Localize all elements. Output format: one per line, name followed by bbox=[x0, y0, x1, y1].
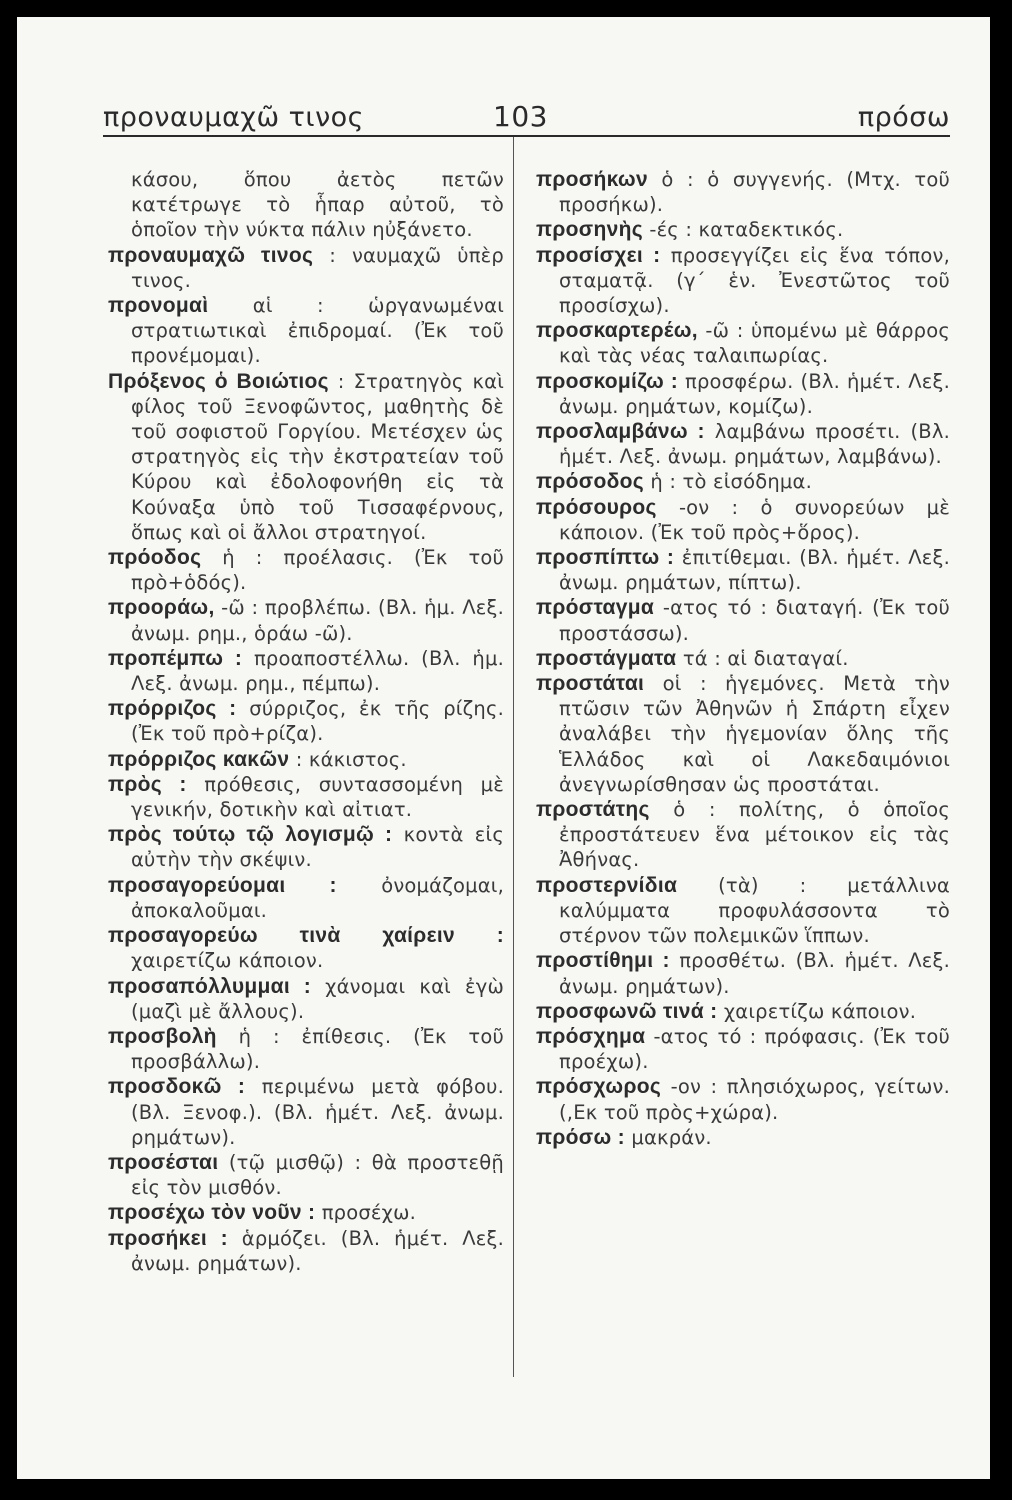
entry-definition: -ον : ὁ συνορεύων μὲ κάποιον. (Ἐκ τοῦ πρὸς+ὅρος). bbox=[559, 495, 950, 544]
entry-headword: προοράω, bbox=[108, 596, 215, 620]
entry-headword: πρόσχωρος bbox=[536, 1075, 662, 1099]
entry-definition: ἁρμόζει. (Βλ. ἡμέτ. Λεξ. ἀνωμ. ρημάτων). bbox=[131, 1226, 504, 1275]
dictionary-entry bbox=[108, 873, 504, 923]
dictionary-entry bbox=[536, 495, 950, 545]
dictionary-entry bbox=[108, 923, 504, 973]
dictionary-entry bbox=[108, 1150, 504, 1200]
entry-definition: προαποστέλλω. (Βλ. ἡμ. Λεξ. ἀνωμ. ρημ., πέμπω). bbox=[131, 646, 504, 696]
entry-definition: ὁ : ὁ συγγενής. (Μτχ. τοῦ προσήκω). bbox=[559, 168, 950, 217]
left-column bbox=[108, 167, 504, 1276]
dictionary-entry bbox=[108, 822, 504, 872]
entry-headword: προστάται bbox=[536, 672, 645, 696]
dictionary-entry bbox=[536, 167, 950, 217]
entry-headword: προστίθημι : bbox=[536, 949, 670, 973]
dictionary-entry bbox=[108, 167, 504, 243]
entry-headword: πρόοδος bbox=[108, 546, 202, 570]
entry-headword: πρόσοδος bbox=[536, 470, 644, 494]
entry-headword: προνομαὶ bbox=[108, 294, 209, 318]
dictionary-entry bbox=[108, 1200, 504, 1225]
entry-definition: χάνομαι καὶ ἐγὼ (μαζὶ μὲ ἄλλους). bbox=[131, 974, 504, 1023]
entry-definition: πρόθεσις, συντασσομένη μὲ γενικήν, δοτικὴν καὶ αἰτιατ. bbox=[131, 772, 504, 822]
entry-definition: : ναυμαχῶ ὑπὲρ τινος. bbox=[131, 243, 504, 292]
entry-definition: (τὰ) : μετάλλινα καλύμματα προφυλάσσοντα τὸ στέρνον τῶν πολεμικῶν ἵππων. bbox=[559, 873, 950, 948]
entry-headword: προστερνίδια bbox=[536, 873, 678, 897]
dictionary-entry bbox=[536, 369, 950, 419]
entry-definition: προσεγγίζει εἰς ἕνα τόπον, σταματᾷ. (γ΄ ἑν. Ἐνεστῶτος τοῦ προσίσχω). bbox=[559, 243, 950, 318]
dictionary-entry bbox=[536, 999, 950, 1024]
header-last-guide-word: πρόσω bbox=[857, 102, 950, 133]
entry-headword: πρόρριζος : bbox=[108, 697, 237, 721]
entry-headword: πρόσουρος bbox=[536, 495, 657, 519]
dictionary-entry bbox=[536, 1125, 950, 1150]
entry-headword: προσέσται bbox=[108, 1150, 219, 1174]
entry-headword: προσπίπτω : bbox=[536, 546, 675, 570]
entry-headword: πρὸς : bbox=[108, 772, 187, 796]
column-divider bbox=[513, 137, 514, 1377]
page-number: 103 bbox=[493, 100, 548, 133]
entry-headword: προσηνὴς bbox=[536, 218, 643, 242]
entry-headword: πρὸς τούτῳ τῷ λογισμῷ : bbox=[108, 823, 393, 847]
entry-definition: ἐπιτίθεμαι. (Βλ. ἡμέτ. Λεξ. ἀνωμ. ρημάτων, πίπτω). bbox=[559, 546, 950, 595]
entry-headword: προσδοκῶ : bbox=[108, 1075, 246, 1099]
entry-definition: -ές : καταδεκτικός. bbox=[649, 218, 844, 242]
entry-definition: χαιρετίζω κάποιον. bbox=[131, 949, 324, 973]
entry-definition: περιμένω μετὰ φόβου. (Βλ. Ξενοφ.). (Βλ. ἡμέτ. Λεξ. ἀνωμ. ρημάτων). bbox=[131, 1075, 505, 1149]
entry-headword: προπέμπω : bbox=[108, 646, 243, 670]
entry-definition: κοντὰ εἰς αὐτὴν τὴν σκέψιν. bbox=[131, 823, 504, 872]
dictionary-entry bbox=[108, 293, 504, 369]
entry-headword: πρόσω : bbox=[536, 1125, 625, 1149]
entry-definition: -ατος τό : πρόφασις. (Ἐκ τοῦ προέχω). bbox=[559, 1024, 950, 1074]
header-first-guide-word: προναυμαχῶ τινος bbox=[103, 102, 365, 133]
entry-definition: μακράν. bbox=[631, 1125, 712, 1149]
dictionary-entry bbox=[108, 772, 504, 822]
dictionary-entry bbox=[536, 646, 950, 671]
entry-headword: προσαγορεύω τινὰ χαίρειν : bbox=[108, 924, 504, 948]
entry-definition: τά : αἱ διαταγαί. bbox=[682, 646, 849, 670]
dictionary-entry bbox=[108, 1074, 504, 1150]
dictionary-entry bbox=[536, 243, 950, 319]
dictionary-entry bbox=[536, 1074, 950, 1124]
entry-definition: προσέχω. bbox=[321, 1201, 417, 1225]
entry-definition: ἡ : προέλασις. (Ἐκ τοῦ πρὸ+ὁδός). bbox=[131, 546, 504, 595]
dictionary-entry bbox=[108, 1226, 504, 1276]
right-column bbox=[536, 167, 950, 1150]
entry-definition: ὀνομάζομαι, ἀποκαλοῦμαι. bbox=[131, 873, 504, 922]
entry-definition: -ον : πλησιόχωρος, γείτων. (,Εκ τοῦ πρὸς+χώρα). bbox=[559, 1075, 950, 1124]
dictionary-entry bbox=[108, 369, 504, 545]
entry-headword: πρόρριζος κακῶν bbox=[108, 747, 290, 771]
dictionary-entry bbox=[536, 595, 950, 645]
entry-definition: -ατος τό : διαταγή. (Ἐκ τοῦ προστάσσω). bbox=[559, 596, 950, 645]
entry-definition: λαμβάνω προσέτι. (Βλ. ἡμέτ. Λεξ. ἀνωμ. ρημάτων, λαμβάνω). bbox=[559, 420, 950, 469]
entry-headword: προσβολὴ bbox=[108, 1024, 217, 1048]
entry-definition: : κάκιστος. bbox=[295, 747, 407, 771]
entry-definition: -ῶ : προβλέπω. (Βλ. ἡμ. Λεξ. ἀνωμ. ρημ., ὁράω -ῶ). bbox=[131, 596, 504, 645]
entry-definition: σύρριζος, ἐκ τῆς ρίζης. (Ἐκ τοῦ πρὸ+ρίζα). bbox=[131, 697, 504, 746]
dictionary-entry bbox=[536, 545, 950, 595]
dictionary-entry bbox=[108, 974, 504, 1024]
entry-headword: προστάγματα bbox=[536, 646, 677, 670]
entry-headword: προσλαμβάνω : bbox=[536, 420, 705, 444]
dictionary-entry bbox=[536, 873, 950, 949]
dictionary-entry bbox=[108, 696, 504, 746]
running-header bbox=[103, 89, 950, 137]
entry-definition: προσθέτω. (Βλ. ἡμέτ. Λεξ. ἀνωμ. ρημάτων). bbox=[559, 949, 950, 998]
dictionary-entry bbox=[108, 243, 504, 293]
dictionary-entry bbox=[536, 419, 950, 469]
entry-headword: προσέχω τὸν νοῦν : bbox=[108, 1201, 316, 1225]
entry-definition: ἡ : τὸ εἰσόδημα. bbox=[650, 470, 812, 494]
entry-headword: Πρόξενος ὁ Βοιώτιος bbox=[108, 369, 329, 393]
entry-headword: προσαπόλλυμμαι : bbox=[108, 974, 312, 998]
dictionary-entry bbox=[108, 747, 504, 772]
entry-headword: πρόσχημα bbox=[536, 1024, 646, 1048]
entry-definition: οἱ : ἡγεμόνες. Μετὰ τὴν πτῶσιν τῶν Ἀθηνῶν ἡ Σπάρτη εἶχεν ἀναλάβει τὴν ἡγεμονίαν ὅλης τῆς Ἑλλάδος καὶ οἱ Λακεδαιμόνιοι ἀνεγνωρίσθησαν ὡς προστάται. bbox=[559, 672, 950, 796]
entry-headword: προσαγορεύομαι : bbox=[108, 873, 337, 897]
entry-headword: προσφωνῶ τινά : bbox=[536, 999, 718, 1023]
entry-headword: προναυμαχῶ τινος bbox=[108, 243, 314, 267]
entry-definition: χαιρετίζω κάποιον. bbox=[723, 999, 917, 1023]
entry-definition: αἱ : ὡργανωμέναι στρατιωτικαὶ ἐπιδρομαί. (Ἐκ τοῦ προνέμομαι). bbox=[131, 294, 504, 368]
entry-definition: : Στρατηγὸς καὶ φίλος τοῦ Ξενοφῶντος, μαθητὴς δὲ τοῦ σοφιστοῦ Γοργίου. Μετέσχεν ὡς στρατηγὸς εἰς τὴν ἐκστρατείαν τοῦ Κύρου καὶ ἐδολοφονήθη εἰς τὰ Κούναξα ὑπὸ τοῦ Τισσαφέρνους, ὅπως καὶ οἱ ἄλλοι στρατηγοί. bbox=[131, 369, 504, 544]
entry-definition: ἡ : ἐπίθεσις. (Ἐκ τοῦ προσβάλλω). bbox=[131, 1024, 504, 1074]
entry-definition: κάσου, ὅπου ἀετὸς πετῶν κατέτρωγε τὸ ἧπαρ αὐτοῦ, τὸ ὁποῖον τὴν νύκτα πάλιν ηὐξάνετο. bbox=[131, 168, 504, 242]
entry-headword: προσκομίζω : bbox=[536, 369, 679, 393]
entry-definition: -ῶ : ὑπομένω μὲ θάρρος καὶ τὰς νέας ταλαιπωρίας. bbox=[559, 319, 950, 368]
entry-definition: ὁ : πολίτης, ὁ ὁποῖος ἐπροστάτευεν ἕνα μέτοικον εἰς τὰς Ἀθήνας. bbox=[559, 798, 950, 872]
dictionary-entry bbox=[108, 545, 504, 595]
entry-definition: (τῷ μισθῷ) : θὰ προστεθῇ εἰς τὸν μισθόν. bbox=[131, 1150, 504, 1200]
entry-headword: προστάτης bbox=[536, 798, 650, 822]
dictionary-entry bbox=[536, 1024, 950, 1074]
entry-headword: προσήκων bbox=[536, 168, 648, 191]
dictionary-entry bbox=[536, 671, 950, 797]
dictionary-page bbox=[17, 17, 990, 1479]
dictionary-entry bbox=[536, 797, 950, 873]
dictionary-entry bbox=[108, 1024, 504, 1074]
dictionary-entry bbox=[536, 318, 950, 368]
dictionary-entry bbox=[536, 948, 950, 998]
dictionary-entry bbox=[536, 217, 950, 242]
dictionary-entry bbox=[108, 595, 504, 645]
dictionary-entry bbox=[108, 646, 504, 696]
entry-headword: προσίσχει : bbox=[536, 243, 661, 267]
entry-headword: προσκαρτερέω, bbox=[536, 319, 698, 343]
entry-headword: προσήκει : bbox=[108, 1226, 228, 1250]
entry-definition: προσφέρω. (Βλ. ἡμέτ. Λεξ. ἀνωμ. ρημάτων, κομίζω). bbox=[559, 369, 950, 418]
entry-headword: πρόσταγμα bbox=[536, 596, 655, 620]
dictionary-entry bbox=[536, 469, 950, 494]
